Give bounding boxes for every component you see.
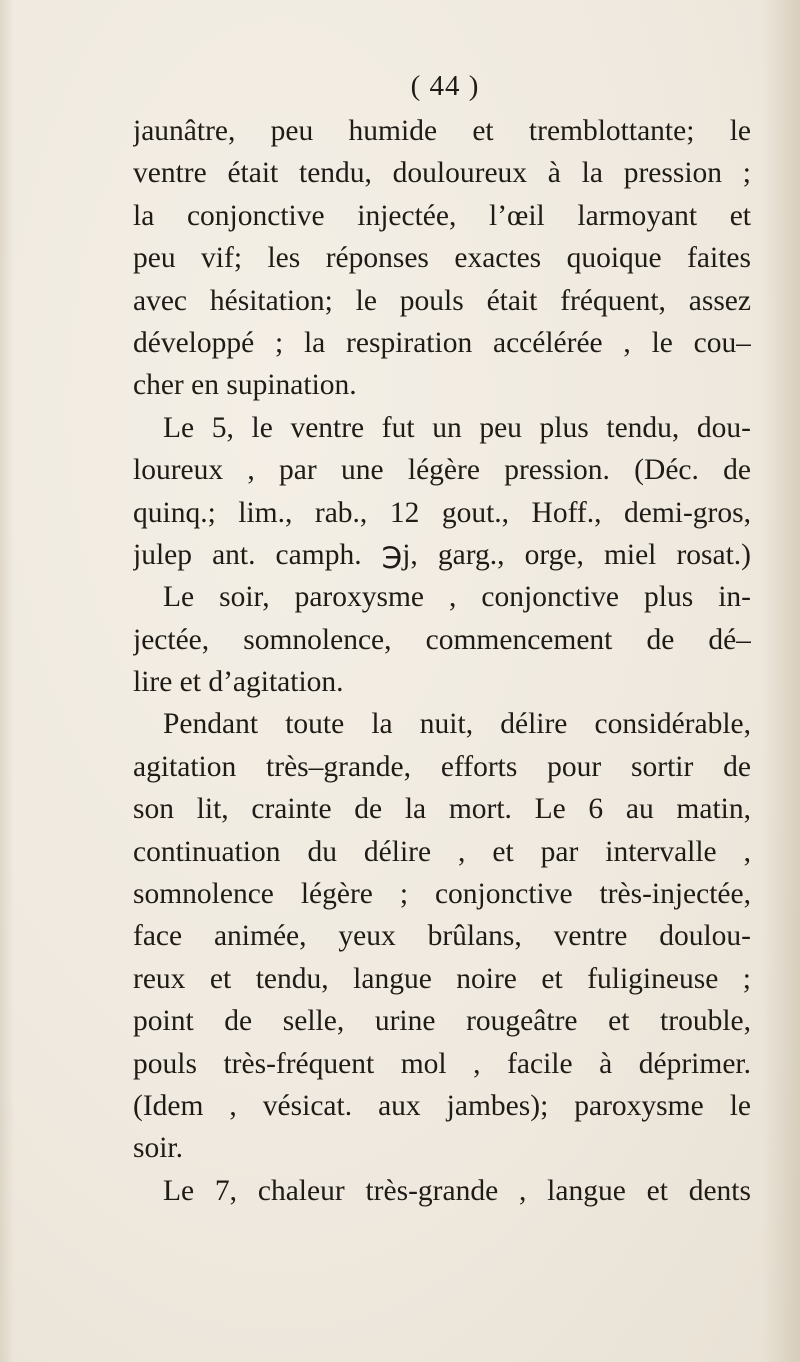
text-line: développé ; la respiration accélérée , le cou–: [133, 326, 751, 359]
text-line: jaunâtre, peu humide et tremblottante; le: [133, 115, 751, 147]
text-line: agitation très–grande, efforts pour sortir de: [133, 750, 751, 783]
text-line: son lit, crainte de la mort. Le 6 au matin,: [133, 793, 751, 826]
page-left-edge: [0, 0, 14, 1362]
text-line: pouls très-fréquent mol , facile à déprimer.: [133, 1047, 751, 1080]
text-line: (Idem , vésicat. aux jambes); paroxysme le: [133, 1089, 751, 1122]
text-line: soir.: [133, 1132, 183, 1165]
text-line: somnolence légère ; conjonctive très-injectée,: [133, 878, 751, 911]
text-line: lire et d’agitation.: [133, 666, 344, 699]
text-line: loureux , par une légère pression. (Déc. de: [133, 454, 751, 487]
text-line: face animée, yeux brûlans, ventre doulou-: [133, 920, 751, 953]
text-line: jectée, somnolence, commencement de dé–: [133, 623, 751, 656]
text-line: Pendant toute la nuit, délire considérable,: [163, 708, 751, 741]
text-line: cher en supination.: [133, 369, 357, 402]
body-text: [133, 110, 751, 1212]
text-line: quinq.; lim., rab., 12 gout., Hoff., demi-gros,: [133, 496, 751, 529]
text-line: Le 7, chaleur très-grande , langue et dents: [163, 1174, 751, 1207]
text-line: avec hésitation; le pouls était fréquent, assez: [133, 284, 751, 317]
text-line: reux et tendu, langue noire et fuligineuse ;: [133, 962, 751, 995]
text-line: Le 5, le ventre fut un peu plus tendu, dou-: [163, 411, 751, 444]
text-line: peu vif; les réponses exactes quoique faites: [133, 242, 751, 275]
page-number: ( 44 ): [410, 70, 480, 102]
text-line: julep ant. camph. ℈j, garg., orge, miel rosat.): [133, 538, 751, 571]
text-line: point de selle, urine rougeâtre et trouble,: [133, 1005, 751, 1038]
text-line: ventre était tendu, douloureux à la pression ;: [133, 157, 751, 190]
text-line: continuation du délire , et par intervalle ,: [133, 835, 751, 868]
text-line: la conjonctive injectée, l’œil larmoyant et: [133, 199, 751, 232]
text-line: Le soir, paroxysme , conjonctive plus in-: [163, 581, 751, 614]
page-gutter-shadow: [762, 0, 800, 1362]
